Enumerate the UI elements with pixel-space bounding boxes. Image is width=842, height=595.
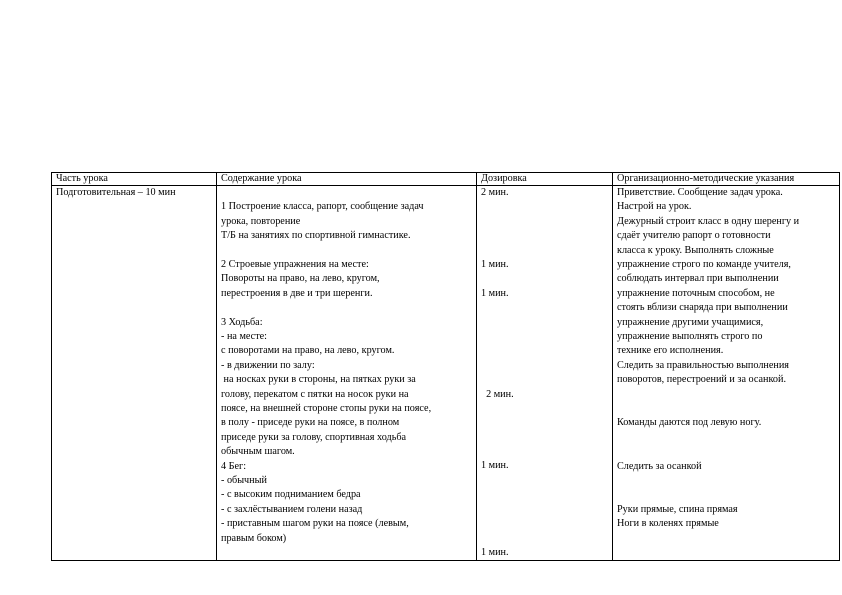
text-line: в полу - приседе руки на поясе, в полном: [221, 417, 400, 429]
text-line: правым боком): [221, 532, 287, 544]
table-row: [52, 186, 840, 561]
text-line: [617, 474, 839, 488]
text-line: Следить за осанкой: [617, 460, 702, 472]
text-line: [617, 402, 839, 416]
text-line: соблюдать интервал при выполнении: [617, 273, 779, 285]
text-line: [481, 402, 612, 416]
text-line: [617, 488, 839, 502]
text-line: приседе руки за голову, спортивная ходьба: [221, 431, 407, 443]
text-line: [481, 229, 612, 243]
text-line: 1 мин.: [481, 287, 509, 299]
text-line: Приветствие. Сообщение задач урока.: [617, 187, 783, 198]
text-line: [481, 316, 612, 330]
text-line: упражнение поточным способом, не: [617, 287, 775, 299]
table-header-row: [52, 173, 840, 186]
text-line: [617, 431, 839, 445]
text-line: [481, 445, 612, 459]
header-dosage: Дозировка: [477, 173, 613, 186]
text-line: класса к уроку. Выполнять сложные: [617, 244, 774, 256]
cell-dosage: [477, 186, 613, 561]
text-line: сдаёт учителю рапорт о готовности: [617, 230, 771, 242]
text-line: [221, 301, 476, 315]
text-line: Настрой на урок.: [617, 201, 692, 213]
text-line: - в движении по залу:: [221, 359, 315, 371]
text-line: - с захлёстыванием голени назад: [221, 503, 363, 515]
text-line: - приставным шагом руки на поясе (левым,: [221, 518, 409, 530]
text-line: [481, 330, 612, 344]
text-line: голову, перекатом с пятки на носок руки на: [221, 388, 409, 400]
text-line: упражнение строго по команде учителя,: [617, 259, 791, 271]
text-line: 1 мин.: [481, 258, 509, 270]
text-line: упражнение выполнять строго по: [617, 331, 763, 343]
text-line: [481, 474, 612, 488]
text-line: на носках руки в стороны, на пятках руки за: [221, 374, 416, 386]
text-line: перестроения в две и три шеренги.: [221, 287, 373, 299]
text-line: - обычный: [221, 475, 267, 487]
text-line: поясе, на внешней стороне стопы руки на поясе,: [221, 403, 432, 415]
text-line: Т/Б на занятиях по спортивной гимнастике.: [221, 230, 411, 242]
text-line: обычным шагом.: [221, 446, 295, 458]
text-line: Дежурный строит класс в одну шеренгу и: [617, 215, 800, 227]
cell-notes: [613, 186, 840, 561]
text-line: [481, 531, 612, 545]
text-line: 1 мин.: [481, 460, 509, 472]
header-notes: Организационно-методические указания: [613, 173, 840, 186]
text-line: Ноги в коленях прямые: [617, 518, 719, 530]
text-line: - на месте:: [221, 331, 268, 343]
lesson-plan-table: [51, 172, 840, 561]
header-content: Содержание урока: [217, 173, 477, 186]
text-line: [481, 344, 612, 358]
header-part: Часть урока: [52, 173, 217, 186]
text-line: [481, 215, 612, 229]
text-line: поворотов, перестроений и за осанкой.: [617, 374, 787, 386]
text-line: 4 Бег:: [221, 460, 247, 472]
text-line: [481, 503, 612, 517]
text-line: [221, 244, 476, 258]
text-line: 2 мин.: [481, 388, 514, 400]
text-line: с поворотами на право, на лево, кругом.: [221, 345, 395, 357]
text-line: - с высоким подниманием бедра: [221, 489, 361, 501]
text-line: [481, 373, 612, 387]
cell-content: [217, 186, 477, 561]
text-line: [481, 488, 612, 502]
text-line: Подготовительная – 10 мин: [56, 187, 176, 198]
cell-part: [52, 186, 217, 561]
text-line: стоять вблизи снаряда при выполнении: [617, 302, 788, 314]
text-line: [481, 517, 612, 531]
text-line: технике его исполнения.: [617, 345, 724, 357]
text-line: [221, 186, 476, 200]
text-line: [481, 244, 612, 258]
text-line: [481, 431, 612, 445]
text-line: Следить за правильностью выполнения: [617, 359, 789, 371]
text-line: [481, 301, 612, 315]
text-line: Команды даются под левую ногу.: [617, 417, 762, 429]
text-line: 2 Строевые упражнения на месте:: [221, 259, 369, 270]
text-line: урока, повторение: [221, 215, 301, 227]
text-line: [481, 272, 612, 286]
text-line: 2 мин.: [481, 187, 509, 198]
text-line: 1 Построение класса, рапорт, сообщение задач: [221, 201, 424, 213]
text-line: [617, 445, 839, 459]
text-line: Руки прямые, спина прямая: [617, 503, 738, 515]
text-line: 1 мин.: [481, 546, 509, 558]
text-line: упражнение другими учащимися,: [617, 316, 764, 328]
text-line: [617, 388, 839, 402]
text-line: [481, 200, 612, 214]
text-line: Повороты на право, на лево, кругом,: [221, 273, 380, 285]
text-line: [481, 416, 612, 430]
text-line: [481, 359, 612, 373]
text-line: 3 Ходьба:: [221, 316, 263, 328]
